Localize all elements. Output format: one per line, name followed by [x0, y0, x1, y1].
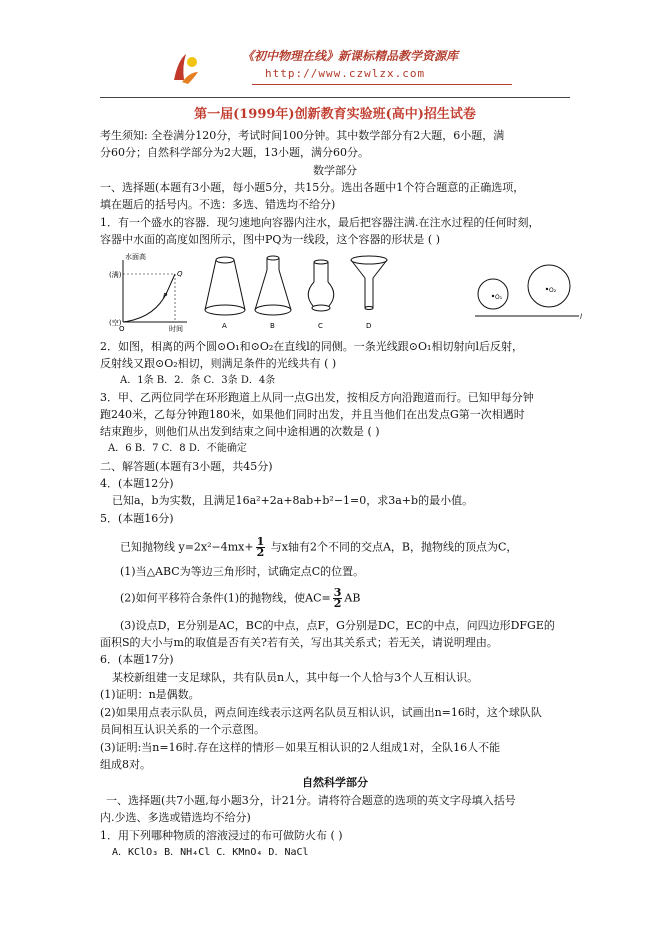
- q5-p2-fraction: [333, 588, 343, 609]
- section1-line-1: 一、选择题(本题有3小题，每小题5分，共15分。选出各题中1个符合题意的正确选项，: [100, 181, 525, 194]
- notice-line-2: 分60分；自然科学部分为2大题，13小题，满分60分。: [100, 146, 369, 159]
- q5-p2-frac-num: 3: [333, 586, 342, 599]
- q6-part-2-line-2: 员间相互认识关系的一个示意图。: [100, 723, 265, 736]
- q5-part-3-line-2: 面积S的大小与m的取值是否有关?若有关，写出其关系式；若无关，请说明理由。: [100, 636, 498, 649]
- science-section1-line-1: 一、选择题(共7小题,每小题3分，计21分。请将符合题意的选项的英文字母填入括号: [106, 794, 516, 807]
- option-a-label: A: [222, 322, 227, 330]
- q5-part-1: (1)当△ABC为等边三角形时，试确定点C的位置。: [120, 565, 365, 578]
- banner-url[interactable]: http://www.czwlzx.com: [265, 67, 426, 80]
- option-d-label: D: [366, 322, 372, 330]
- section2-heading: 二、解答题(本题有3小题，共45分): [100, 460, 273, 473]
- banner-title: 《初中物理在线》新课标精品教学资源库: [242, 49, 459, 63]
- q1-figure: [109, 252, 395, 334]
- q5-p2-text-a: (2)如何平移符合条件(1)的抛物线，使AC=: [120, 591, 331, 605]
- graph-empty: (空): [109, 319, 122, 327]
- q2-options: A．1条 B．2．条 C．3条 D．4条: [120, 375, 276, 386]
- q5-main: [120, 537, 517, 558]
- q5-fraction: [256, 537, 266, 558]
- science-q1: 1．用下列哪种物质的溶液浸过的布可做防火布 ( ): [100, 829, 343, 842]
- q3-line-1: 3．甲、乙两位同学在环形跑道上从同一点G出发，按相反方向沿跑道而行。已知甲每分钟: [100, 391, 534, 404]
- notice-line-1: 考生须知: 全卷满分120分，考试时间100分钟。其中数学部分有2大题，6小题，满: [100, 129, 505, 142]
- graph-time: 时间: [169, 325, 183, 333]
- science-q1-options: A．KClO₃ B．NH₄Cl C．KMnO₄ D．NaCl: [112, 847, 309, 858]
- q2-line-2: 反射线又跟⊙O₂相切，则满足条件的光线共有 ( ): [100, 357, 337, 370]
- q6-part-3-line-2: 组成8对。: [100, 758, 151, 771]
- q5-p2-text-b: AB: [344, 591, 361, 605]
- q3-line-3: 结束跑步，则他们从出发到结束之间中途相遇的次数是 ( ): [100, 425, 380, 438]
- q5-text-a: 已知抛物线 y=2x²−4mx+: [120, 540, 254, 554]
- graph-p: P: [163, 292, 168, 300]
- container-a: [205, 257, 245, 330]
- q4-body: 已知a，b为实数，且满足16a²+2a+8ab+b²−1=0，求3a+b的最小值。: [112, 494, 474, 507]
- section1-line-2: 填在题后的括号内。不选：多选、错选均不给分): [100, 198, 336, 211]
- q5-part-3-line-1: (3)设点D，E分别是AC，BC的中点，点F，G分别是DC，EC的中点，问四边形DFGE的: [120, 619, 555, 632]
- graph-q: Q: [177, 270, 183, 278]
- o1-label: O₁: [495, 294, 503, 301]
- line-l-label: l: [580, 313, 582, 321]
- math-heading: 数学部分: [313, 164, 357, 177]
- q5-part-2: [120, 588, 360, 609]
- q5-p2-frac-den: 2: [333, 597, 342, 610]
- document-body: [100, 0, 582, 935]
- q3-options: A．6 B．7 C．8 D．不能确定: [108, 443, 247, 454]
- graph-o: O: [119, 325, 125, 333]
- exam-title: 第一届(1999年)创新教育实验班(高中)招生试卷: [194, 107, 476, 122]
- q5-frac-num: 1: [256, 535, 265, 548]
- q6-part-2-line-1: (2)如果用点表示队员，两点间连线表示这两名队员互相认识，试画出n=16时，这个球队队: [100, 706, 542, 719]
- container-d: [351, 256, 387, 330]
- q6-part-3-line-1: (3)证明:当n=16时.存在这样的情形－如果互相认识的2人组成1对，全队16人不能: [100, 741, 501, 754]
- q6-heading: 6．(本题17分): [100, 653, 174, 666]
- graph-full: (满): [109, 271, 122, 279]
- q1-line-1: 1．有一个盛水的容器．现匀速地向容器内注水，最后把容器注满.在注水过程的任何时刻，: [100, 216, 540, 229]
- science-heading: 自然科学部分: [302, 776, 368, 789]
- q1-line-2: 容器中水面的高度如图所示，图中PQ为一线段，这个容器的形状是 ( ): [100, 233, 440, 246]
- science-section1-line-2: 内.少选、多选或错选均不给分): [100, 811, 251, 824]
- option-c-label: C: [318, 322, 323, 330]
- q5-frac-den: 2: [256, 546, 265, 559]
- container-c: [308, 260, 334, 330]
- q2-figure: [475, 262, 585, 324]
- q3-line-2: 跑240米，乙每分钟跑180米，如果他们同时出发，并且当他们在出发点G第一次相遇时: [100, 408, 525, 421]
- container-b: [255, 256, 291, 330]
- q5-heading: 5．(本题16分): [100, 512, 174, 525]
- o2-label: O₂: [549, 287, 557, 294]
- q6-body: 某校新组建一支足球队，共有队员n人，其中每一个人恰与3个人互相认识。: [112, 671, 479, 684]
- q5-text-b: 与x轴有2个不同的交点A，B，抛物线的顶点为C，: [267, 540, 518, 554]
- graph-ylabel: 水面高: [125, 253, 146, 261]
- option-b-label: B: [270, 322, 275, 330]
- q4-heading: 4．(本题12分): [100, 477, 174, 490]
- q6-part-1: (1)证明：n是偶数。: [100, 688, 200, 701]
- q2-line-1: 2．如图，相离的两个圆⊙O₁和⊙O₂在直线l的同侧。一条光线跟⊙O₁相切射向l后反射，: [100, 340, 523, 353]
